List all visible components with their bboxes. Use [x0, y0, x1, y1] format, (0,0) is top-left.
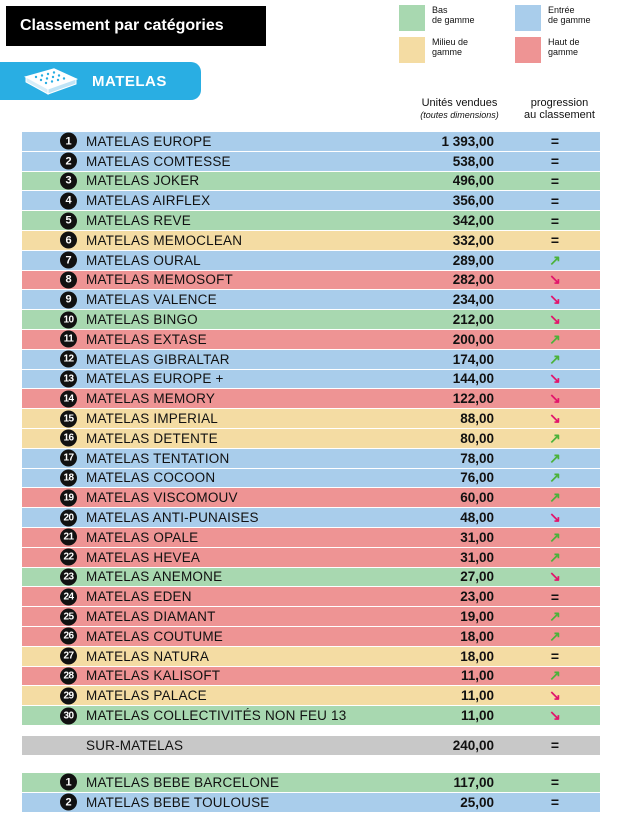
table-row	[22, 568, 600, 588]
product-name: MATELAS REVE	[86, 213, 191, 229]
trend-equal-icon: =	[550, 794, 560, 811]
product-name: MATELAS BEBE TOULOUSE	[86, 794, 270, 810]
table-row	[22, 469, 600, 489]
trend-up-icon: ↗	[549, 608, 561, 625]
table-row	[22, 647, 600, 667]
product-name: MATELAS COLLECTIVITÉS NON FEU 13	[86, 708, 347, 723]
units-sold: 31,00	[460, 549, 494, 565]
rank-badge: 14	[60, 390, 77, 407]
rank-badge: 17	[60, 450, 77, 467]
trend-down-icon: ↘	[549, 568, 561, 585]
product-name: MATELAS EUROPE	[86, 133, 212, 149]
units-sold: 342,00	[452, 213, 494, 229]
table-row	[22, 310, 600, 330]
product-name: MATELAS OURAL	[86, 252, 201, 268]
legend-label-entree: Entrée de gamme	[548, 5, 591, 25]
product-name: MATELAS COCOON	[86, 470, 216, 486]
units-sold: 122,00	[452, 391, 494, 407]
units-sold: 23,00	[460, 589, 494, 605]
rank-badge: 16	[60, 430, 77, 447]
units-sold: 11,00	[460, 688, 494, 704]
trend-equal-icon: =	[550, 774, 560, 791]
units-sold: 19,00	[460, 609, 494, 625]
trend-down-icon: ↘	[549, 410, 561, 427]
page-title-text: Classement par catégories	[20, 17, 224, 34]
legend-label-milieu: Milieu de gamme	[432, 37, 469, 57]
rank-badge: 1	[60, 774, 77, 791]
rank-badge: 27	[60, 648, 77, 665]
rank-badge: 21	[60, 529, 77, 546]
units-sold: 48,00	[460, 510, 494, 526]
product-name: MATELAS ANEMONE	[86, 569, 223, 585]
table-row	[22, 528, 600, 548]
product-name: MATELAS DETENTE	[86, 430, 218, 446]
legend-swatch-haut	[515, 37, 541, 63]
table-row	[22, 773, 600, 793]
trend-up-icon: ↗	[549, 449, 561, 466]
trend-down-icon: ↘	[549, 390, 561, 407]
table-row	[22, 389, 600, 409]
units-sold: 27,00	[460, 569, 494, 585]
product-name: MATELAS MEMOSOFT	[86, 272, 233, 288]
trend-up-icon: ↗	[549, 667, 561, 684]
units-sold: 76,00	[460, 470, 494, 486]
trend-down-icon: ↘	[549, 370, 561, 387]
units-sold: 80,00	[460, 430, 494, 446]
units-sold: 144,00	[452, 371, 494, 387]
legend-swatch-milieu	[399, 37, 425, 63]
rank-badge: 4	[60, 192, 77, 209]
table-row	[22, 429, 600, 449]
table-row	[22, 686, 600, 706]
units-sold: 174,00	[452, 351, 494, 367]
units-sold: 11,00	[460, 668, 494, 684]
rank-badge: 23	[60, 568, 77, 585]
progress-header-line1: progression	[530, 97, 589, 109]
trend-up-icon: ↗	[549, 350, 561, 367]
product-name: MATELAS OPALE	[86, 529, 199, 545]
table-row	[22, 793, 600, 813]
units-sold: 1 393,00	[441, 133, 494, 149]
progress-column-header	[512, 97, 607, 121]
rank-badge: 3	[60, 172, 77, 189]
table-row	[22, 330, 600, 350]
table-row	[22, 211, 600, 231]
rank-badge: 1	[60, 133, 77, 150]
rank-badge: 10	[60, 311, 77, 328]
table-row	[22, 271, 600, 291]
table-row	[22, 667, 600, 687]
trend-down-icon: ↘	[549, 509, 561, 526]
page-title	[6, 6, 266, 46]
rank-badge: 30	[60, 707, 77, 724]
units-sold: 18,00	[460, 648, 494, 664]
table-row	[22, 350, 600, 370]
product-name: MATELAS NATURA	[86, 648, 210, 664]
units-sold: 25,00	[460, 794, 494, 810]
units-sold: 212,00	[452, 312, 494, 328]
category-header	[0, 62, 201, 100]
trend-up-icon: ↗	[549, 627, 561, 644]
rank-badge: 24	[60, 588, 77, 605]
units-sold: 332,00	[452, 232, 494, 248]
mattress-icon	[22, 67, 78, 95]
legend-swatch-entree	[515, 5, 541, 31]
trend-down-icon: ↘	[549, 311, 561, 328]
table-row	[22, 449, 600, 469]
product-name: MATELAS MEMORY	[86, 391, 216, 407]
trend-up-icon: ↗	[549, 330, 561, 347]
units-header-label: Unités vendues	[421, 97, 498, 109]
units-sold: 289,00	[452, 252, 494, 268]
legend-bas	[399, 5, 502, 31]
product-name: MATELAS JOKER	[86, 173, 200, 189]
product-name: MATELAS VISCOMOUV	[86, 490, 238, 506]
table-row	[22, 132, 600, 152]
trend-down-icon: ↘	[549, 687, 561, 704]
product-name: MATELAS IMPERIAL	[86, 411, 218, 427]
units-sold: 282,00	[452, 272, 494, 288]
units-sold: 60,00	[460, 490, 494, 506]
rank-badge: 2	[60, 153, 77, 170]
product-name: MATELAS ANTI-PUNAISES	[86, 510, 259, 526]
rank-badge: 11	[60, 331, 77, 348]
ranking-table	[22, 132, 600, 726]
legend-haut	[515, 37, 618, 63]
product-name: MATELAS COUTUME	[86, 628, 224, 644]
units-sold: 31,00	[460, 529, 494, 545]
units-sold: 88,00	[460, 411, 494, 427]
trend-up-icon: ↗	[549, 251, 561, 268]
trend-up-icon: ↗	[549, 528, 561, 545]
product-name: MATELAS AIRFLEX	[86, 193, 211, 209]
units-header-sub: (toutes dimensions)	[420, 110, 499, 120]
trend-equal-icon: =	[550, 192, 560, 209]
trend-up-icon: ↗	[549, 548, 561, 565]
product-name: MATELAS COMTESSE	[86, 153, 231, 169]
table-row	[22, 152, 600, 172]
surmatelas-name: SUR-MATELAS	[86, 737, 184, 753]
table-row	[22, 488, 600, 508]
trend-down-icon: ↘	[549, 271, 561, 288]
bebe-table	[22, 773, 600, 813]
table-row	[22, 231, 600, 251]
legend-swatch-bas	[399, 5, 425, 31]
table-row	[22, 548, 600, 568]
product-name: MATELAS TENTATION	[86, 450, 230, 466]
rank-badge: 19	[60, 489, 77, 506]
product-name: MATELAS BEBE BARCELONE	[86, 774, 280, 790]
rank-badge: 25	[60, 608, 77, 625]
rank-badge: 26	[60, 628, 77, 645]
rank-badge: 13	[60, 370, 77, 387]
units-sold: 117,00	[453, 774, 494, 790]
progress-header-line2: au classement	[524, 109, 595, 121]
rank-badge: 29	[60, 687, 77, 704]
table-row	[22, 627, 600, 647]
product-name: MATELAS EUROPE +	[86, 371, 224, 387]
product-name: MATELAS PALACE	[86, 688, 207, 704]
rank-badge: 5	[60, 212, 77, 229]
trend-up-icon: ↗	[549, 469, 561, 486]
product-name: MATELAS GIBRALTAR	[86, 351, 230, 367]
units-column-header	[402, 97, 517, 121]
product-name: MATELAS HEVEA	[86, 549, 201, 565]
surmatelas-block	[22, 736, 600, 756]
table-row	[22, 508, 600, 528]
trend-up-icon: ↗	[549, 489, 561, 506]
rank-badge: 22	[60, 549, 77, 566]
trend-equal-icon: =	[550, 153, 560, 170]
trend-up-icon: ↗	[549, 429, 561, 446]
table-row	[22, 607, 600, 627]
rank-badge: 15	[60, 410, 77, 427]
table-row	[22, 191, 600, 211]
trend-equal-icon: =	[550, 588, 560, 605]
legend-label-haut: Haut de gamme	[548, 37, 580, 57]
rank-badge: 9	[60, 291, 77, 308]
rank-badge: 8	[60, 271, 77, 288]
surmatelas-row	[22, 736, 600, 756]
table-row	[22, 251, 600, 271]
rank-badge: 2	[60, 794, 77, 811]
trend-equal-icon: =	[550, 172, 560, 189]
units-sold: 356,00	[452, 193, 494, 209]
trend-equal-icon: =	[550, 212, 560, 229]
legend-label-bas: Bas de gamme	[432, 5, 475, 25]
rank-badge: 18	[60, 469, 77, 486]
trend-down-icon: ↘	[549, 707, 561, 723]
rank-badge: 28	[60, 667, 77, 684]
legend-milieu	[399, 37, 502, 63]
trend-equal-icon: =	[550, 133, 560, 150]
product-name: MATELAS BINGO	[86, 312, 198, 328]
surmatelas-units: 240,00	[452, 737, 494, 753]
product-name: MATELAS VALENCE	[86, 292, 217, 308]
trend-equal-icon: =	[550, 232, 560, 249]
product-name: MATELAS MEMOCLEAN	[86, 232, 243, 248]
units-sold: 234,00	[452, 292, 494, 308]
units-sold: 538,00	[452, 153, 494, 169]
product-name: MATELAS EXTASE	[86, 331, 207, 347]
table-row	[22, 172, 600, 192]
surmatelas-trend: =	[550, 737, 560, 754]
table-row	[22, 587, 600, 607]
product-name: MATELAS KALISOFT	[86, 668, 221, 684]
units-sold: 496,00	[452, 173, 494, 189]
rank-badge: 20	[60, 509, 77, 526]
table-row	[22, 370, 600, 390]
rank-badge: 12	[60, 351, 77, 368]
table-row	[22, 409, 600, 429]
rank-badge: 6	[60, 232, 77, 249]
units-sold: 18,00	[460, 628, 494, 644]
legend-entree	[515, 5, 618, 31]
table-row	[22, 290, 600, 310]
units-sold: 11,00	[460, 708, 494, 723]
rank-badge: 7	[60, 252, 77, 269]
trend-equal-icon: =	[550, 648, 560, 665]
product-name: MATELAS DIAMANT	[86, 609, 216, 625]
category-label: MATELAS	[92, 72, 167, 90]
table-row	[22, 706, 600, 726]
product-name: MATELAS EDEN	[86, 589, 192, 605]
trend-down-icon: ↘	[549, 291, 561, 308]
units-sold: 78,00	[460, 450, 494, 466]
units-sold: 200,00	[452, 331, 494, 347]
